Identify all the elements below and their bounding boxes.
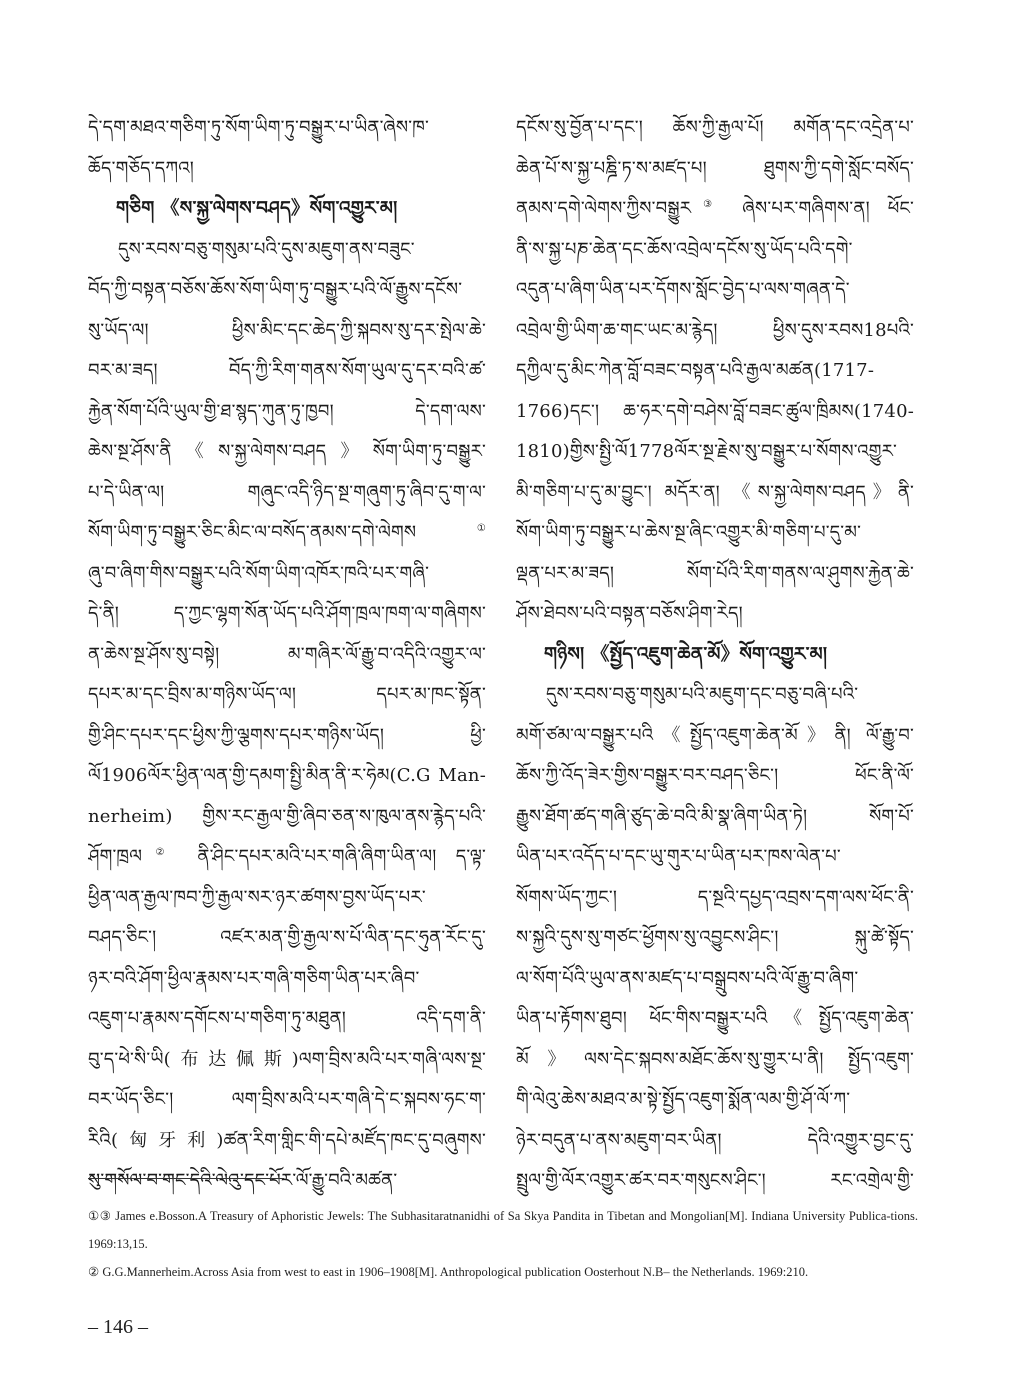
line-text: སྤྲུལ་གྱི་ལོར་འགྱུར་ཚར་བར་གསུངས་ཤིང་། རང་འགྲེལ་གྱི་	[516, 1170, 914, 1191]
line-text: དུས་རབས་བཅུ་གསུམ་པའི་མཇུག་དང་བཅུ་བཞི་པའི་	[546, 684, 859, 705]
text-line	[88, 149, 486, 190]
text-line	[88, 311, 486, 352]
line-text: ཞུ་བ་ཞིག་གིས་བསྒྱུར་པའི་སོག་ཡིག་འཁོར་ཁའི་པར་གཞི་	[88, 562, 430, 584]
line-text: འབྲེལ་གྱི་ཡིག་ཆ་གང་ཡང་མ་རྙེད། ཕྱིས་དུས་རབས18པའི་	[516, 319, 914, 341]
footnotes	[88, 1202, 918, 1286]
line-text: རྐྱེན་སོག་པོའི་ཡུལ་གྱི་ཐ་སྙད་ཀུན་ཏུ་ཁྱབ། དེ་དག་ལས་	[88, 400, 486, 422]
line-text: སོག་ཡིག་ཏུ་བསྒྱུར་པ་ཆེས་སྔ་ཞིང་འགྱུར་མི་གཅིག་པ་དུ་མ་	[516, 522, 862, 543]
line-text: ཤོས་ཐེབས་པའི་བསྟན་བཅོས་ཤིག་རེད།	[516, 603, 743, 624]
footnote-rule	[88, 1178, 284, 1179]
line-text: ཆོད་གཅོད་དཀའ།	[88, 157, 194, 179]
line-text: ཆེན་པོ་ས་སྐྱ་པཎྜི་ཏ་ས་མཛད་པ། ཐུགས་ཀྱི་དགེ་སློང་བསོད་	[516, 157, 914, 179]
text-line	[88, 351, 486, 392]
text-line	[516, 149, 914, 190]
text-line	[88, 108, 486, 149]
line-text: བུ་ད་ཕེ་སི་ཡི(布达佩斯)ལག་བྲིས་མའི་པར་གཞི་ལས་སྔ་	[88, 1048, 486, 1070]
line-text: བོད་ཀྱི་བསྟན་བཅོས་ཆོས་སོག་ཡིག་ཏུ་བསྒྱུར་པའི་ལོ་རྒྱུས་དངོས་	[88, 279, 463, 300]
right-text-column	[516, 108, 914, 1202]
page-number: – 146 –	[88, 1316, 148, 1338]
text-line	[88, 797, 486, 838]
text-line	[516, 594, 914, 635]
line-text: ས་སྐྱའི་དུས་སུ་གཙང་ཕྱོགས་སུ་འབྱུངས་ཤིང་། སྐུ་ཚེ་སྟོད་	[516, 927, 914, 948]
line-text: དཔར་མ་དང་བྲིས་མ་གཉིས་ཡོད་ལ། དཔར་མ་ཁང་སྟོན་	[88, 684, 486, 705]
footnote-1: ①③ James e.Bosson.A Treasury of Aphoristic Jewels: The Subhasitaratnanidhi of Sa Skya Pandita in Tibetan and Mongolian[M]. Indiana University Publica-tions. 1969:13,15.	[88, 1209, 918, 1251]
text-line	[516, 189, 914, 230]
line-text: དེ་ནི། ད་ཀྱང་ལྷག་སོན་ཡོད་པའི་ཤོག་ཁྲལ་ཁག་ལ་གཞིགས་	[88, 603, 486, 624]
line-text: གི་ལེའུ་ཆེས་མཐའ་མ་སྟེ་སྤྱོད་འཇུག་སྨོན་ལམ་གྱི་ཤོ་ལོ་ཀ་	[516, 1089, 851, 1110]
text-line	[88, 959, 486, 1000]
text-line	[88, 1040, 486, 1081]
text-line	[88, 1080, 486, 1121]
text-line	[516, 392, 914, 433]
text-line	[516, 918, 914, 959]
line-text: སུ་གསོལ་བ་གང་དེའི་ལེའུ་དང་པོར་ལོ་རྒྱུ་བའི་མཚན་	[88, 1170, 398, 1191]
text-line	[88, 999, 486, 1040]
line-text: ལྡན་པར་མ་ཟད། སོག་པོའི་རིག་གནས་ལ་ཤུགས་རྐྱེན་ཆེ་	[516, 562, 914, 584]
text-line	[516, 837, 914, 878]
text-line	[516, 716, 914, 757]
text-line	[516, 432, 914, 473]
text-line	[88, 878, 486, 919]
line-text: མགོ་ཙམ་ལ་བསྒྱུར་པའི《སྤྱོད་འཇུག་ཆེན་མོ》ནི། ལོ་རྒྱུ་བ་	[516, 724, 914, 746]
text-line	[516, 878, 914, 919]
text-line	[88, 918, 486, 959]
text-line	[516, 675, 914, 716]
text-line	[516, 1121, 914, 1162]
line-text: སོགས་ཡོད་ཀྱང་། ད་སྔའི་དཔྱད་འབྲས་དག་ལས་ཕོང་ནི་	[516, 886, 914, 908]
text-line	[516, 797, 914, 838]
text-line	[516, 756, 914, 797]
line-text: སུ་ཡོད་ལ། ཕྱིས་མིང་དང་ཆེད་ཀྱི་སྐབས་སུ་དར་སྤེལ་ཆེ་	[88, 319, 486, 341]
text-line	[516, 351, 914, 392]
section-heading	[516, 635, 914, 676]
text-line	[516, 554, 914, 595]
line-text: ཡིན་པར་འདོད་པ་དང་ཡུ་གུར་པ་ཡིན་པར་ཁས་ལེན་པ་	[516, 846, 841, 867]
text-line	[516, 1080, 914, 1121]
line-text: ཕྱིན་ལན་རྒྱལ་ཁབ་ཀྱི་རྒྱལ་སར་ཉར་ཚགས་བྱས་ཡོད་པར་	[88, 886, 426, 908]
line-text: 1766)དང་། ཆ་ཧར་དགེ་བཤེས་བློ་བཟང་ཚུལ་ཁྲིམས(1740-	[516, 400, 914, 422]
line-text: ཆོས་ཀྱི་འོད་ཟེར་གྱིས་བསྒྱུར་བར་བཤད་ཅིང་། ཕོང་ནི་ལོ་	[516, 765, 914, 786]
text-line	[88, 473, 486, 514]
line-text: གྱི་ཤིང་དཔར་དང་ཕྱིས་ཀྱི་ལྕགས་དཔར་གཉིས་ཡོད། ཕྱི་	[88, 724, 486, 746]
line-text: ནམས་དགེ་ལེགས་ཀྱིས་བསྒྱུར	[516, 198, 692, 219]
line-text: འདུན་པ་ཞིག་ཡིན་པར་དོགས་སློང་བྱེད་པ་ལས་གཞན་དེ་	[516, 279, 850, 300]
line-text: བར་ཡོད་ཅིང་། ལག་བྲིས་མའི་པར་གཞི་དེ་ང་སྐབས་ཧང་ག་	[88, 1089, 486, 1110]
line-text: དེ་དག་མཐའ་གཅིག་ཏུ་སོག་ཡིག་ཏུ་བསྒྱུར་པ་ཡིན་ཞེས་ཁ་	[88, 117, 429, 138]
text-line	[88, 513, 486, 554]
left-text-column	[88, 108, 486, 1202]
line-text: ནི་ས་སྐྱ་པཎ་ཆེན་དང་ཆོས་འབྲེལ་དངོས་སུ་ཡོད་པའི་དགེ་	[516, 238, 853, 260]
text-line	[88, 1121, 486, 1162]
text-line	[88, 837, 486, 878]
line-text: གཅིག 《ས་སྐྱ་ལེགས་བཤད》སོག་འགྱུར་མ།	[116, 198, 398, 219]
line-text: ཉེར་བདུན་པ་ནས་མཇུག་བར་ཡིན། དེའི་འགྱུར་བྱང་དུ་	[516, 1129, 914, 1151]
text-line	[88, 432, 486, 473]
section-heading	[88, 189, 486, 230]
text-line	[88, 1161, 486, 1202]
text-line	[88, 635, 486, 676]
text-line	[516, 1161, 914, 1202]
line-text: དུས་རབས་བཅུ་གསུམ་པའི་དུས་མཇུག་ནས་བཟུང་	[118, 238, 415, 260]
line-text: མོ》ལས་དེང་སྐབས་མཐོང་ཆོས་སུ་གྱུར་པ་ནི། སྤྱོད་འཇུག་	[516, 1048, 914, 1070]
footnote-2: ② G.G.Mannerheim.Across Asia from west to east in 1906–1908[M]. Anthropological publication Oosterhout N.B– the Netherlands. 1969:210.	[88, 1265, 809, 1279]
line-text: ཉར་བའི་ཤོག་ཕྱིལ་རྣམས་པར་གཞི་གཅིག་ཡིན་པར་ཞིབ་	[88, 967, 420, 989]
text-line	[516, 473, 914, 514]
text-line	[88, 716, 486, 757]
line-text: བཤད་ཅིང་། འཛར་མན་གྱི་རྒྱལ་ས་པོ་ལིན་དང་ཧུན་རོང་དུ་	[88, 927, 486, 948]
line-text-continued: ནི་ཤིང་དཔར་མའི་པར་གཞི་ཞིག་ཡིན་ལ། ད་ལྟ་	[178, 846, 486, 867]
text-line	[88, 675, 486, 716]
text-line	[88, 756, 486, 797]
text-line	[88, 392, 486, 433]
text-line	[516, 311, 914, 352]
line-text: ཤོག་ཁྲལ	[88, 846, 143, 867]
line-text: འཇུག་པ་རྣམས་དགོངས་པ་གཅིག་ཏུ་མཐུན། འདི་དག་ནི་	[88, 1008, 486, 1029]
text-line	[516, 959, 914, 1000]
text-line	[516, 230, 914, 271]
text-line	[516, 108, 914, 149]
line-text: རིའི(匈牙利)ཚན་རིག་གླིང་གི་དཔེ་མཛོད་ཁང་དུ་བཞུགས་	[88, 1129, 486, 1151]
line-text: ཡིན་པ་རྟོགས་ཐུབ། ཕོང་གིས་བསྒྱུར་པའི《སྤྱོད་འཇུག་ཆེན་	[516, 1008, 914, 1029]
line-text: རྒྱུས་ཐོག་ཚད་གཞི་ཙུད་ཆེ་བའི་མི་སྣ་ཞིག་ཡིན་ཏེ། སོག་པོ་	[516, 805, 914, 827]
footnote-marker: ①	[416, 523, 486, 534]
text-line	[516, 999, 914, 1040]
line-text: དངོས་སུ་བྱོན་པ་དང་། ཆོས་ཀྱི་རྒྱལ་པོ། མགོན་དང་འདྲེན་པ་	[516, 117, 914, 138]
line-text-continued: ཞེས་པར་གཞིགས་ན། ཕོང་	[724, 198, 914, 219]
line-text: གཉིས། 《སྤྱོད་འཇུག་ཆེན་མོ》སོག་འགྱུར་མ།	[544, 643, 828, 665]
text-line	[88, 594, 486, 635]
line-text: པ་དེ་ཡིན་ལ། གཞུང་འདི་ཉིད་སྔ་གཞུག་ཏུ་ཞིབ་དུ་ག་ལ་	[88, 481, 486, 503]
line-text: ན་ཆེས་སྔ་ཤོས་སུ་བསྟེ། མ་གཞིར་ལོ་རྒྱུ་བ་འདིའི་འགྱུར་ལ་	[88, 643, 486, 665]
line-text: ཆེས་སྔ་ཤོས་ནི《ས་སྐྱ་ལེགས་བཤད》སོག་ཡིག་ཏུ་བསྒྱུར་	[88, 441, 486, 462]
footnote-marker: ③	[691, 199, 725, 210]
line-text: སོག་ཡིག་ཏུ་བསྒྱུར་ཅིང་མིང་ལ་བསོད་ནམས་དགེ་ལེགས	[88, 522, 417, 543]
footnote-marker: ②	[142, 847, 179, 858]
text-line	[516, 1040, 914, 1081]
line-text: དཀྱིལ་དུ་མིང་ཀེན་བློ་བཟང་བསྟན་པའི་རྒྱལ་མཚན(1717-	[516, 360, 875, 381]
text-line	[88, 230, 486, 271]
line-text: ལོ1906ལོར་ཕྱིན་ལན་གྱི་དམག་སྤྱི་མིན་ནི་ར་ཧེམ(C.G Man-	[88, 765, 486, 786]
text-line	[88, 554, 486, 595]
text-line	[516, 270, 914, 311]
line-text: བར་མ་ཟད། བོད་ཀྱི་རིག་གནས་སོག་ཡུལ་དུ་དར་བའི་ཚ་	[88, 360, 486, 381]
text-line	[88, 270, 486, 311]
line-text: nerheim) གྱིས་རང་རྒྱལ་གྱི་ཞིབ་ཅན་ས་ཁུལ་ནས་རྙེད་པའི་	[88, 805, 486, 827]
text-line	[516, 513, 914, 554]
line-text: མི་གཅིག་པ་དུ་མ་བྱུང་། མདོར་ན། 《ས་སྐྱ་ལེགས་བཤད》ནི་	[516, 481, 914, 503]
line-text: 1810)གྱིས་སྤྱི་ལོ1778ལོར་སྔ་རྗེས་སུ་བསྒྱུར་པ་སོགས་འགྱུར་	[516, 441, 898, 462]
line-text: ལ་སོག་པོའི་ཡུལ་ནས་མཛད་པ་བསྒྲུབས་པའི་ལོ་རྒྱུ་བ་ཞིག་	[516, 967, 859, 989]
